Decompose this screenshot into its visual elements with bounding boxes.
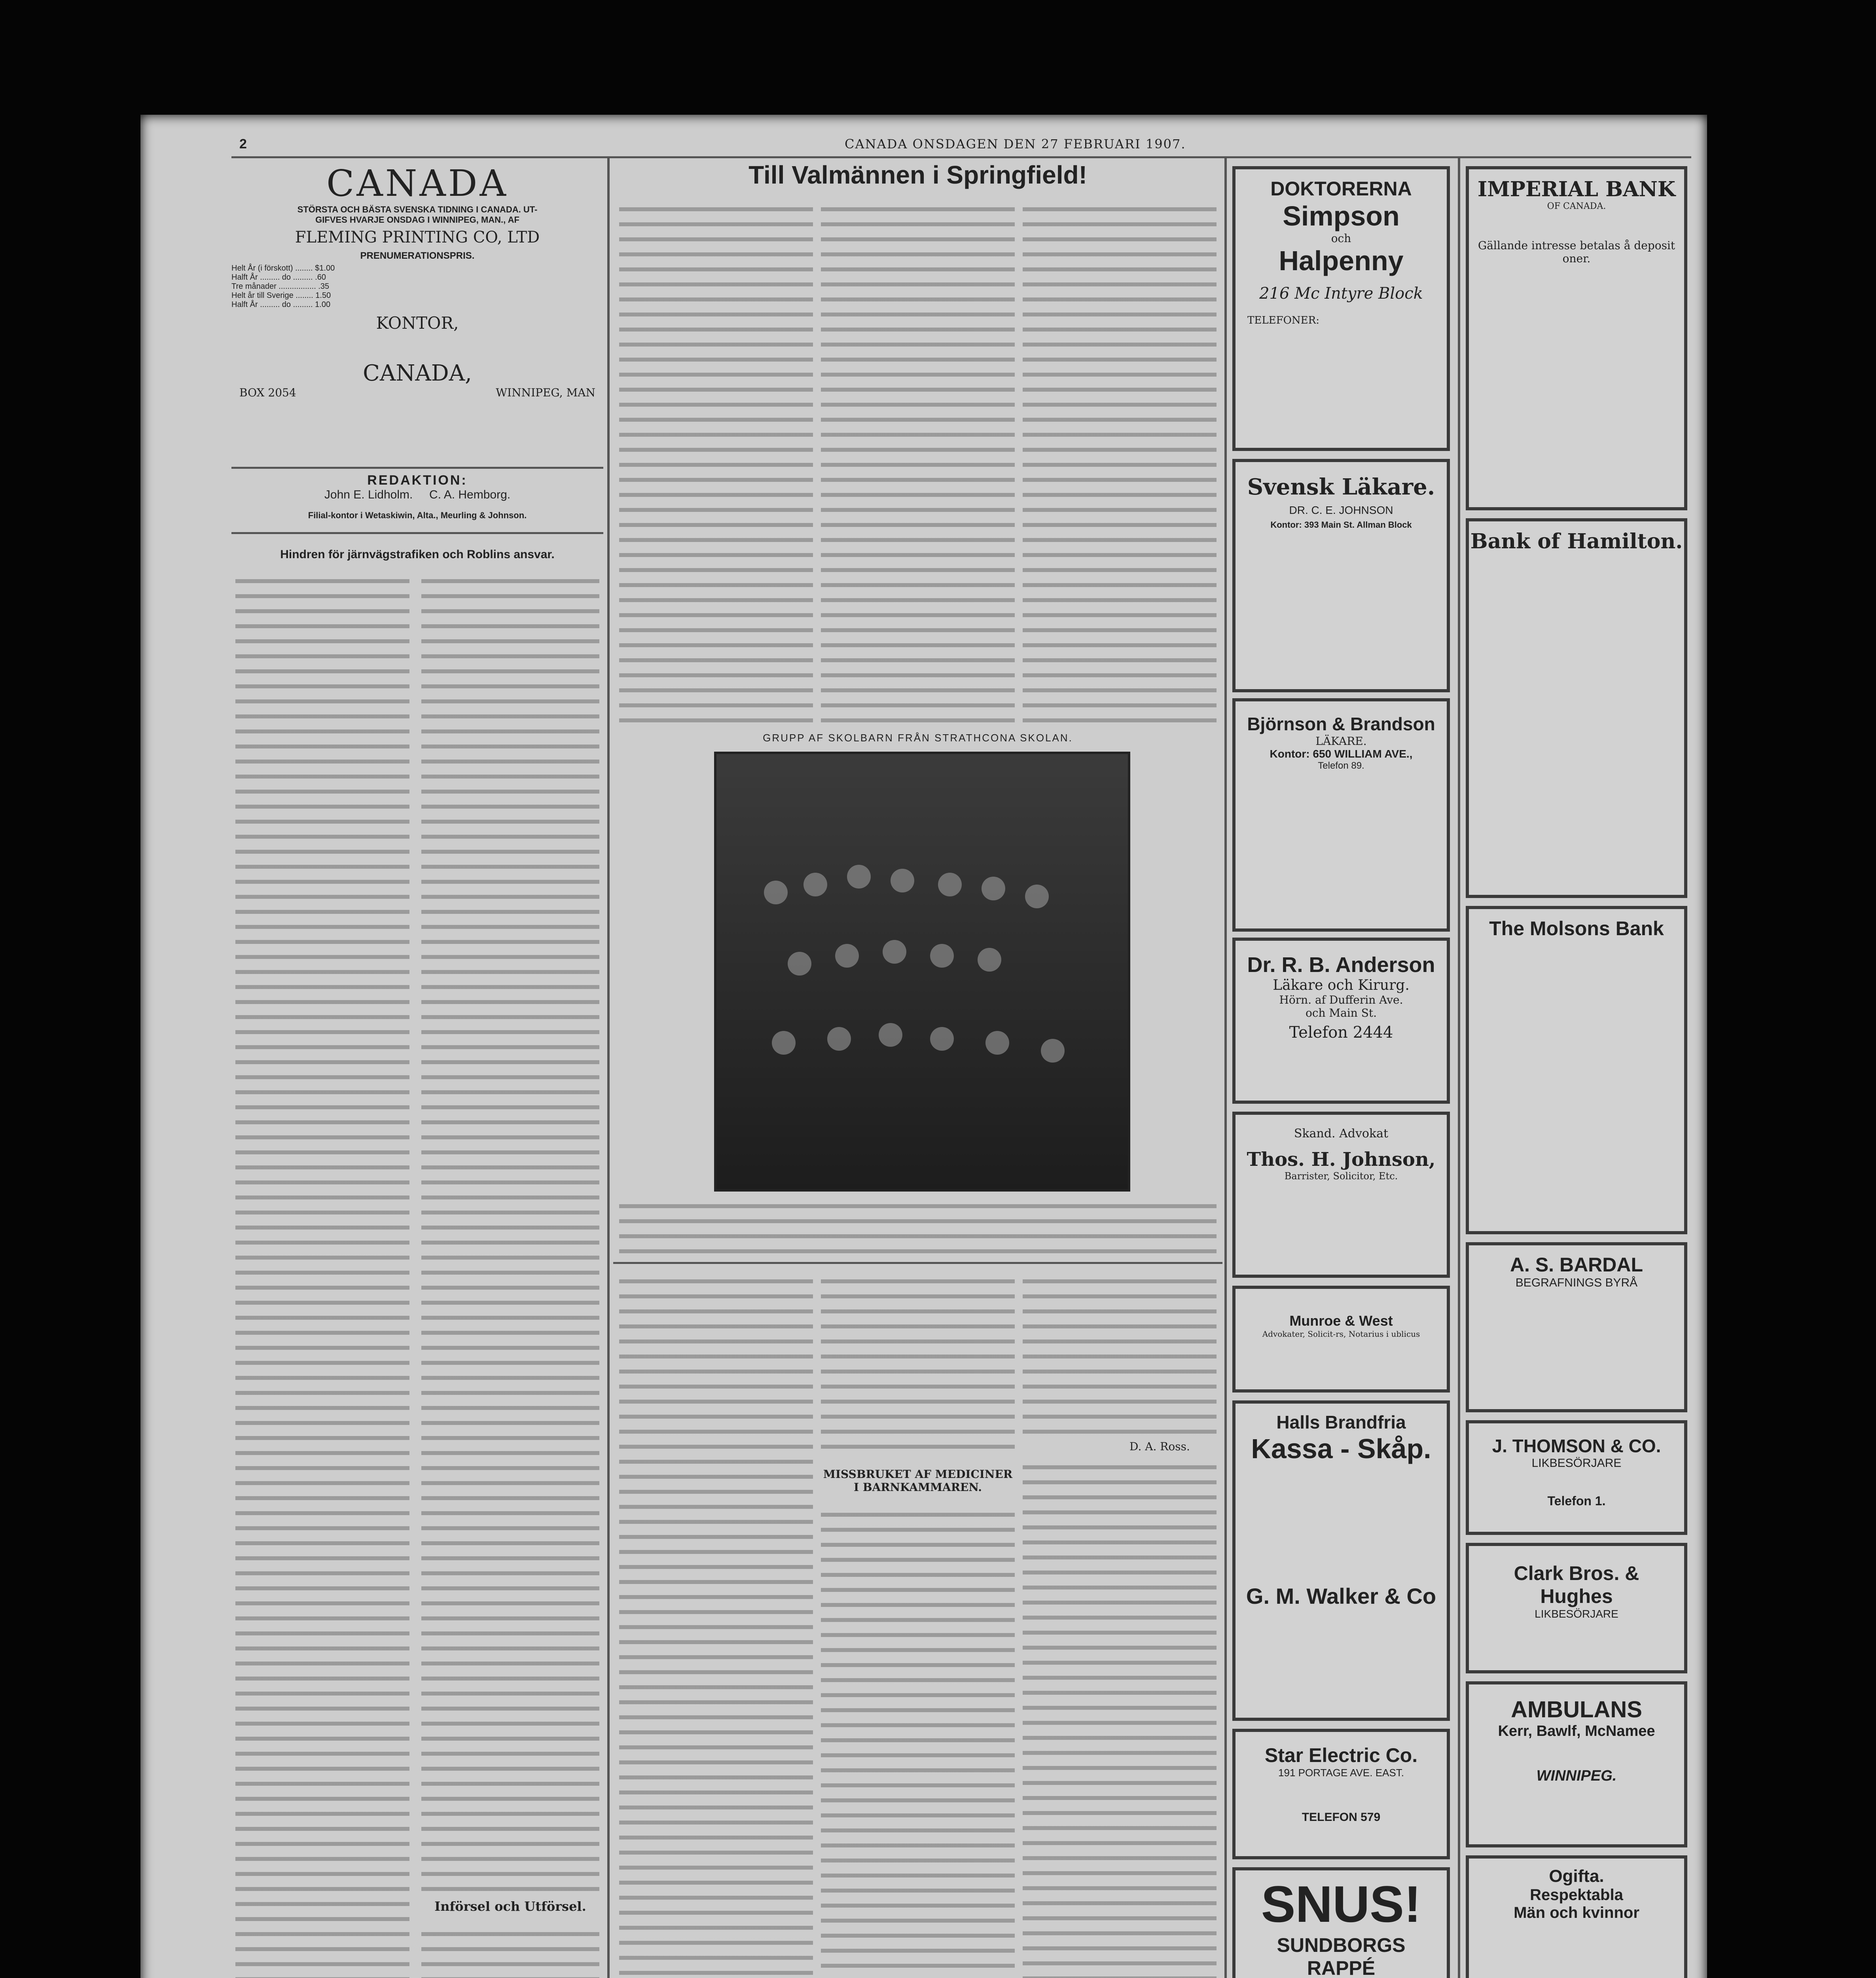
- box-number: BOX 2054: [239, 386, 296, 399]
- ad-bardal: [1466, 1242, 1687, 1412]
- ad-bank-of-hamilton: [1466, 518, 1687, 898]
- ad-line: Respektabla: [1530, 1886, 1623, 1904]
- section-rule: [613, 1262, 1222, 1264]
- ad-line: Telefon 2444: [1289, 1023, 1393, 1042]
- header-rule: [231, 156, 1691, 158]
- column-rule: [1458, 158, 1460, 1978]
- article-body: [1023, 1274, 1217, 1436]
- redaktion-heading: REDAKTION:: [367, 473, 468, 488]
- ad-bjornson-brandson: [1232, 698, 1450, 932]
- ad-doktorerna: [1232, 166, 1450, 451]
- ad-line: Kontor: 393 Main St. Allman Block: [1270, 520, 1412, 530]
- newspaper-page: [140, 115, 1707, 1978]
- price-row: Halft År ......... do ......... .60: [231, 273, 326, 282]
- price-row: Helt år till Sverige ........ 1.50: [231, 291, 331, 300]
- ad-line: Clark Bros. &: [1514, 1562, 1639, 1584]
- article-body: [821, 1274, 1015, 1456]
- ad-line: Gällande intresse betalas å deposit oner.: [1478, 239, 1675, 265]
- price-row: Tre månader ................. .35: [231, 282, 330, 291]
- editors: John E. Lidholm. C. A. Hemborg.: [324, 488, 511, 501]
- ad-line: LÄKARE.: [1315, 735, 1367, 748]
- ad-line: Bank of Hamilton.: [1470, 529, 1683, 553]
- ad-line: G. M. Walker & Co: [1246, 1584, 1436, 1609]
- article-body: [619, 202, 813, 728]
- ad-line: Hughes: [1540, 1585, 1613, 1607]
- ad-line: och: [1331, 232, 1351, 245]
- city: WINNIPEG, MAN: [496, 386, 595, 399]
- ad-imperial-bank: [1466, 166, 1687, 510]
- ad-line: DOKTORERNA: [1270, 178, 1412, 200]
- ad-line: Ogifta.: [1549, 1866, 1604, 1886]
- ad-line: Simpson: [1283, 201, 1400, 231]
- masthead-canada: CANADA,: [363, 360, 472, 386]
- ad-line: A. S. BARDAL: [1510, 1254, 1643, 1276]
- ad-snus: [1232, 1867, 1450, 1978]
- article-body: [619, 1199, 1217, 1258]
- ad-line: Dr. R. B. Anderson: [1247, 953, 1435, 977]
- ad-line: OF CANADA.: [1547, 201, 1606, 211]
- ad-line: Thos. H. Johnson,: [1247, 1148, 1436, 1171]
- ad-thomson: [1466, 1420, 1687, 1535]
- signature: D. A. Ross.: [1129, 1440, 1190, 1453]
- ad-line: Hörn. af Dufferin Ave.: [1279, 993, 1403, 1006]
- masthead-line1: STÖRSTA OCH BÄSTA SVENSKA TIDNING I CANADA. UT-: [297, 205, 538, 214]
- masthead-title: CANADA: [326, 162, 508, 205]
- ad-line: och Main St.: [1305, 1006, 1377, 1019]
- section-rule: [231, 532, 603, 534]
- photo-caption: GRUPP AF SKOLBARN FRÅN STRATHCONA SKOLAN.: [763, 732, 1073, 744]
- ad-line: The Molsons Bank: [1489, 917, 1664, 940]
- prices-heading: PRENUMERATIONSPRIS.: [360, 250, 475, 261]
- ad-line: Kerr, Bawlf, McNamee: [1498, 1723, 1655, 1739]
- price-row: Halft År ......... do ......... 1.00: [231, 300, 331, 309]
- ad-line: AMBULANS: [1511, 1697, 1642, 1722]
- ad-line: LIKBESÖRJARE: [1535, 1608, 1618, 1620]
- article-title-left: Hindren för järnvägstrafiken och Roblins ansvar.: [280, 548, 555, 561]
- ad-halls-kassa: [1232, 1400, 1450, 1721]
- ad-line: LIKBESÖRJARE: [1531, 1457, 1622, 1470]
- ad-line: DR. C. E. JOHNSON: [1289, 504, 1393, 516]
- ad-ambulans: [1466, 1681, 1687, 1847]
- ad-line: Munroe & West: [1289, 1313, 1393, 1329]
- article-title-missbruket: MISSBRUKET AF MEDICINER I BARNKAMMAREN.: [823, 1468, 1013, 1494]
- page-number: 2: [239, 136, 247, 152]
- filial-kontor: Filial-kontor i Wetaskiwin, Alta., Meurling & Johnson.: [308, 510, 527, 520]
- masthead-address: [231, 386, 603, 399]
- ad-molsons-bank: [1466, 906, 1687, 1234]
- ad-line: Halls Brandfria: [1276, 1412, 1406, 1432]
- ad-line: BEGRAFNINGS BYRÅ: [1515, 1276, 1638, 1289]
- ad-line: SUNDBORGS: [1277, 1934, 1406, 1956]
- ad-line: TELEFON 579: [1302, 1811, 1381, 1824]
- kontor-heading: KONTOR,: [376, 313, 459, 333]
- ad-line: Kassa - Skåp.: [1251, 1433, 1431, 1464]
- redaktion-block: [231, 473, 603, 521]
- ad-svensk-lakare: [1232, 459, 1450, 692]
- ad-ogifta: [1466, 1855, 1687, 1978]
- price-row: Helt År (i förskott) ........ $1.00: [231, 264, 335, 273]
- ad-clark-bros: [1466, 1543, 1687, 1673]
- ad-line: WINNIPEG.: [1536, 1768, 1617, 1784]
- article-title-inforsel: Införsel och Utförsel.: [434, 1899, 586, 1914]
- ad-line: SNUS!: [1261, 1875, 1421, 1933]
- ad-line: Män och kvinnor: [1514, 1904, 1639, 1921]
- ad-line: Björnson & Brandson: [1247, 714, 1435, 734]
- ad-line: Telefon 89.: [1318, 760, 1364, 771]
- ad-anderson: [1232, 938, 1450, 1104]
- ad-line: Star Electric Co.: [1264, 1744, 1418, 1766]
- section-rule: [231, 467, 603, 469]
- ad-line: Läkare och Kirurg.: [1273, 977, 1410, 993]
- ad-thos-johnson: [1232, 1112, 1450, 1278]
- ad-line: Skand. Advokat: [1294, 1127, 1389, 1141]
- article-body: [235, 574, 409, 1978]
- article-body: [821, 1507, 1015, 1978]
- price-list: [231, 264, 382, 309]
- article-body: [1023, 202, 1217, 728]
- ad-line: Barrister, Solicitor, Etc.: [1284, 1171, 1398, 1182]
- ad-line: Advokater, Solicit-rs, Notarius i ublicus: [1262, 1329, 1420, 1339]
- ad-star-electric: [1232, 1729, 1450, 1859]
- masthead-line2: GIFVES HVARJE ONSDAG I WINNIPEG, MAN., AF: [315, 215, 519, 225]
- ad-line: RAPPÉ: [1307, 1957, 1376, 1978]
- main-headline: Till Valmännen i Springfield!: [749, 161, 1087, 189]
- article-body: [421, 1927, 599, 1978]
- ad-line: J. THOMSON & CO.: [1492, 1436, 1661, 1456]
- article-body: [821, 202, 1015, 728]
- article-body: [421, 574, 599, 1895]
- publisher: FLEMING PRINTING CO, LTD: [295, 228, 540, 246]
- ad-line: Kontor: 650 WILLIAM AVE.,: [1270, 748, 1413, 760]
- ad-line: Svensk Läkare.: [1247, 474, 1435, 500]
- ad-munroe-west: [1232, 1286, 1450, 1393]
- ad-line: Halpenny: [1279, 245, 1404, 276]
- masthead: [231, 162, 603, 399]
- column-rule: [607, 158, 610, 1978]
- article-body: [619, 1274, 813, 1978]
- ad-line: IMPERIAL BANK: [1477, 177, 1676, 201]
- ad-line: TELEFONER:: [1247, 315, 1319, 326]
- school-group-photo: [714, 752, 1130, 1192]
- ad-line: 216 Mc Intyre Block: [1259, 284, 1423, 303]
- running-title: CANADA ONSDAGEN DEN 27 FEBRUARI 1907.: [845, 136, 1186, 152]
- column-rule: [1224, 158, 1227, 1978]
- ad-line: 191 PORTAGE AVE. EAST.: [1278, 1767, 1404, 1779]
- article-body: [1023, 1460, 1217, 1978]
- ad-line: Telefon 1.: [1547, 1494, 1606, 1508]
